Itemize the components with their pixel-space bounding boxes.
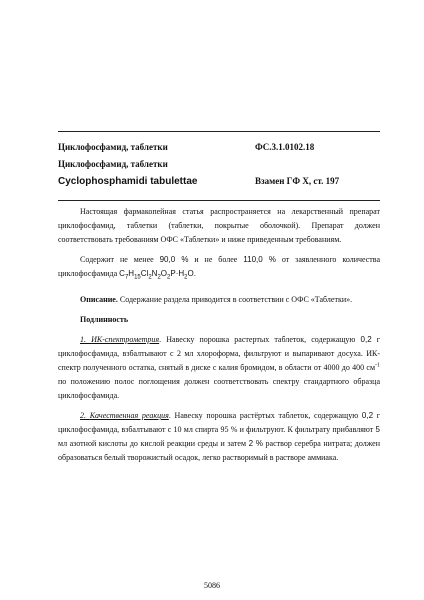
item1-superscript: -1	[375, 362, 380, 369]
document-body	[58, 205, 380, 465]
item1-method: ИК-спектрометрия	[91, 335, 160, 344]
header-title-latin: Cyclophosphamidi tabulettae	[58, 176, 198, 187]
content-post: от заявленного количества циклофосфамида	[58, 255, 381, 278]
content-max: 110,0 %	[243, 255, 276, 264]
content-pre: Содержит не менее	[80, 255, 160, 264]
description-text: Содержание раздела приводится в соответствии с ОФС «Таблетки».	[117, 295, 353, 304]
item2-amount: 0,2	[361, 411, 374, 420]
item2-text-c: мл азотной кислоты до кислой реакции среды и затем	[58, 439, 249, 448]
content-mid: и не более	[188, 255, 244, 264]
header-top-rule	[58, 131, 380, 132]
header-row-2	[58, 155, 380, 173]
authenticity-item-2	[58, 409, 380, 465]
item2-text-a: . Навеску порошка растёртых таблеток, содержащую	[168, 411, 362, 420]
header-row-1	[58, 138, 380, 156]
intro-paragraph	[58, 205, 380, 247]
item1-text-a: . Навеску порошка растертых таблеток, содержащую	[159, 335, 361, 344]
description-label: Описание.	[80, 295, 118, 304]
header-bottom-rule	[58, 200, 380, 201]
item1-text-c: по положению полос поглощения должен соответствовать спектру стандартного образца циклофосфамида.	[58, 377, 380, 400]
replacement-note: Взамен ГФ X, ст. 197	[255, 176, 340, 186]
item1-text-b: г циклофосфамида, взбалтывают с 2 мл хлороформа, фильтруют и выпаривают досуха. ИК-спектр полученного остатка, снятый в диске с калия бромидом, в области от 4000 до 400 см	[58, 335, 381, 372]
monograph-code: ФС.3.1.0102.18	[255, 142, 315, 152]
page-number: 5086	[204, 581, 220, 590]
chemical-formula: $C_7H_{15}Cl_2N_2O_2P\cdot H_2O$.	[119, 269, 196, 281]
authenticity-item-1	[58, 333, 380, 403]
item1-number: 1.	[80, 335, 92, 344]
item2-text-d: раствор серебра нитрата; должен образоваться белый творожистый осадок, легко растворимый в растворе аммиака.	[58, 439, 380, 462]
description-paragraph	[58, 293, 380, 307]
item2-method: Качественная реакция	[89, 411, 169, 420]
header-row-3	[58, 172, 380, 190]
item2-percent: 2 %	[248, 439, 263, 448]
header-title-ru: Циклофосфамид, таблетки	[58, 142, 168, 152]
item2-volume: 5	[375, 425, 380, 434]
header-title-ru-2: Циклофосфамид, таблетки	[58, 159, 168, 169]
content-min: 90,0 %	[159, 255, 189, 264]
intro-text: Настоящая фармакопейная статья распространяется на лекарственный препарат циклофосфамид, таблетки (таблетки, покрытые оболочкой). Препарат должен соответствовать требованиям ОФС «Таблетки» и ниже приведенным требованиям.	[58, 207, 380, 244]
content-paragraph	[58, 253, 380, 281]
authenticity-heading: Подлинность	[80, 315, 129, 324]
item2-text-b: г циклофосфамида, взбалтывают с 10 мл спирта 95 % и фильтруют. К фильтрату прибавляют	[58, 411, 381, 434]
item2-number: 2.	[80, 411, 90, 420]
item1-amount: 0,2	[360, 335, 372, 344]
